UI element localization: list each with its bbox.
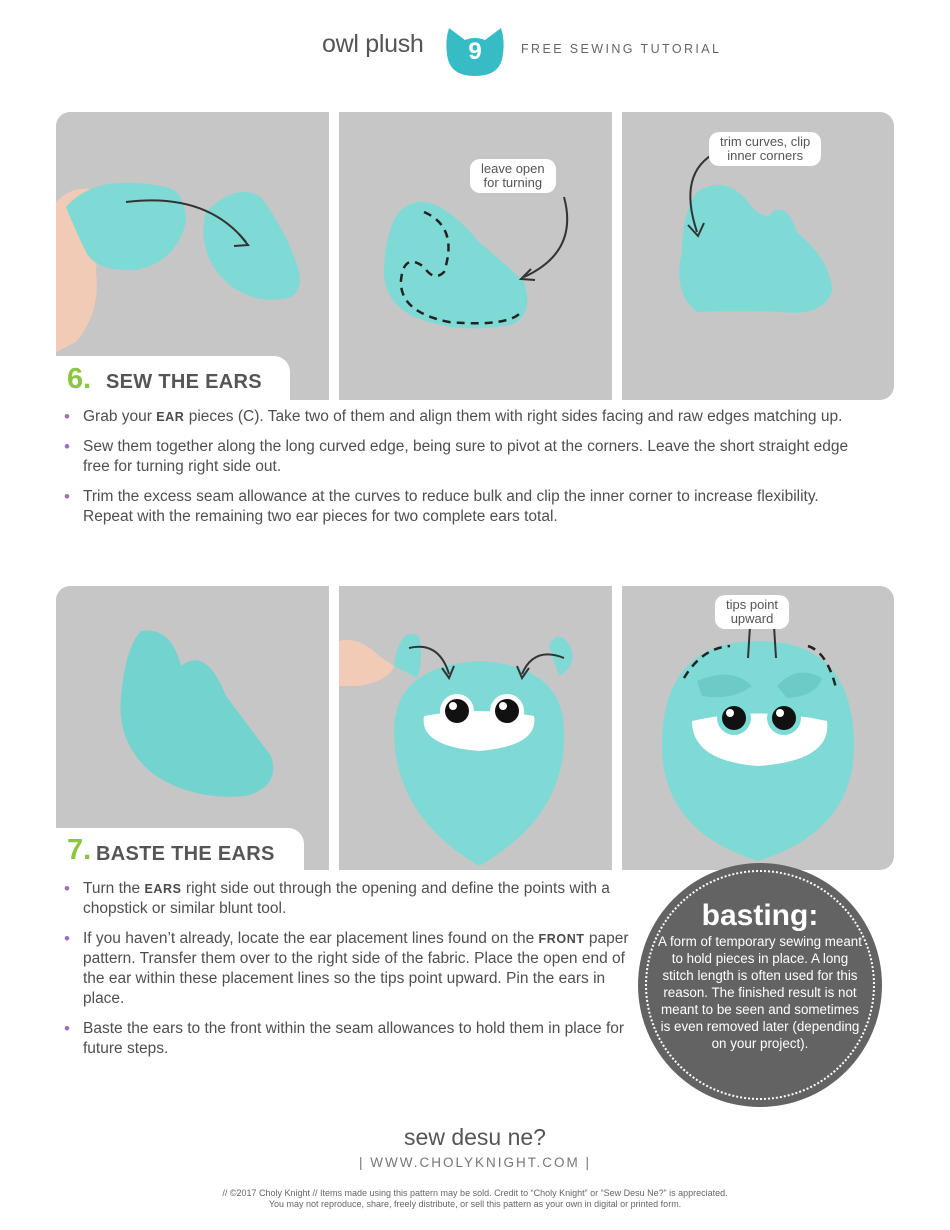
photo-pinning-ears: [339, 586, 612, 870]
document-subtitle: FREE SEWING TUTORIAL: [521, 42, 722, 56]
list-item: [64, 929, 642, 1009]
photo-basted-ears: [622, 586, 894, 870]
photo-sewn-ear-pair: [339, 112, 612, 400]
section-7-instructions: [64, 879, 642, 1069]
document-title: owl plush: [322, 30, 424, 58]
list-item: [64, 1019, 642, 1059]
bullet-text: right side out through the opening and define the points with a chopstick or similar blunt tool.: [83, 880, 610, 917]
bullet-text: Turn the: [83, 880, 145, 897]
callout-trim-line2: inner corners: [727, 148, 804, 163]
bullet-text: If you haven’t already, locate the ear placement lines found on the: [83, 930, 539, 947]
callout-leave-open-line2: for turning: [483, 175, 543, 190]
list-item: [64, 879, 642, 919]
section-6-number: 6.: [67, 363, 92, 395]
footer-legal: [0, 1188, 950, 1210]
page-number: 9: [468, 38, 482, 65]
section-7-number: 7.: [67, 834, 92, 866]
section-6-instructions: [64, 407, 864, 537]
legal-line-1: // ©2017 Choly Knight // Items made using this pattern may be sold. Credit to “Choly Knight” or “Sew Desu Ne?” is appreciated.: [222, 1188, 728, 1198]
keyword-front: FRONT: [538, 932, 585, 946]
list-item: [64, 437, 864, 477]
callout-trim-line1: trim curves, clip: [720, 134, 811, 149]
bullet-text: Sew them together along the long curved edge, being sure to pivot at the corners. Leave the short straight edge free for turning right side out.: [83, 438, 849, 475]
list-item: [64, 487, 864, 527]
callout-tips-line1: tips point: [726, 597, 779, 612]
bullet-text: paper pattern. Transfer them over to the right side of the fabric. Place the open end of the ear within these placement lines so the tips point upward. Pin the ears in place.: [83, 930, 629, 1007]
bullet-text: Trim the excess seam allowance at the curves to reduce bulk and clip the inner corner to increase flexibility. Repeat with the remaining two ear pieces for two complete ears total.: [83, 488, 819, 525]
badge-title: basting:: [701, 899, 819, 932]
footer-website-link[interactable]: | WWW.CHOLYKNIGHT.COM |: [358, 1155, 591, 1170]
legal-line-2: You may not reproduce, share, freely distribute, or sell this pattern as your own in digital or printed form.: [268, 1199, 682, 1209]
badge-definition: A form of temporary sewing meant to hold pieces in place. A long stitch length is often used for this reason. The finished result is not meant to be seen and sometimes is even removed later (depending on your project).: [658, 934, 862, 1051]
photo-trimmed-ear: [622, 112, 894, 400]
callout-tips-upward: [715, 595, 789, 629]
callout-leave-open: [470, 159, 556, 193]
bullet-text: Grab your: [83, 408, 157, 425]
bullet-text: Baste the ears to the front within the seam allowances to hold them in place for future steps.: [83, 1020, 625, 1057]
keyword-ears: EARS: [144, 882, 182, 896]
keyword-ear: EAR: [156, 410, 185, 424]
callout-tips-line2: upward: [730, 611, 774, 626]
callout-trim-curves: [709, 132, 821, 166]
section-6-title: SEW THE EARS: [106, 371, 262, 393]
list-item: [64, 407, 864, 427]
section-7-title: BASTE THE EARS: [96, 843, 275, 865]
basting-definition-badge: [638, 863, 882, 1107]
footer-brand: sew desu ne?: [404, 1124, 546, 1150]
bullet-text: pieces (C). Take two of them and align them with right sides facing and raw edges matching up.: [184, 408, 843, 425]
callout-leave-open-line1: leave open: [481, 161, 545, 176]
